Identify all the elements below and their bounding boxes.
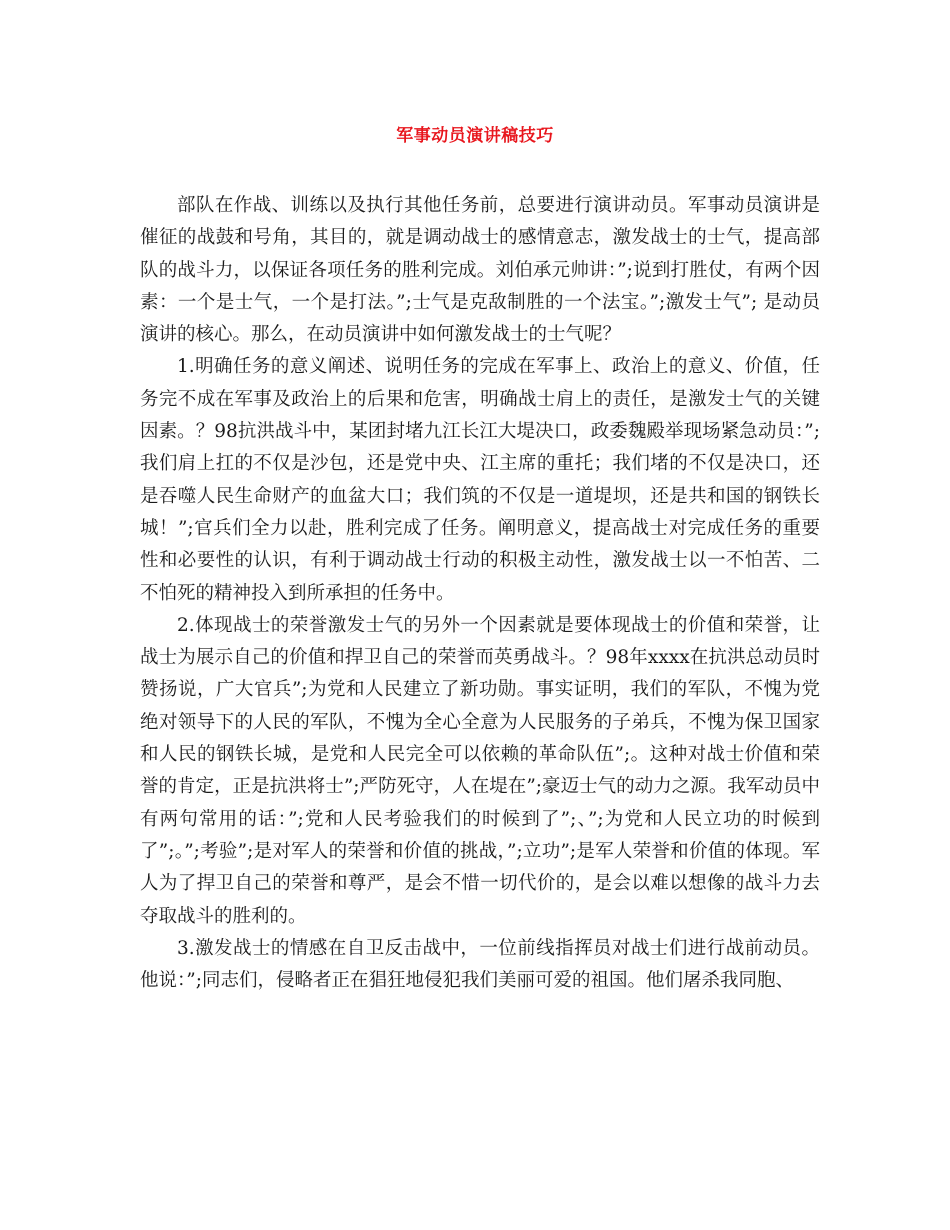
paragraph-task-meaning: 1.明确任务的意义阐述、说明任务的完成在军事上、政治上的意义、价值，任务完不成在军事及政治上的后果和危害，明确战士肩上的责任，是激发士气的关键因素。？98抗洪战斗中，某团封堵九江长江大堤决口，政委魏殿举现场紧急动员：”;我们肩上扛的不仅是沙包，还是党中央、江主席的重托；我们堵的不仅是决口，还是吞噬人民生命财产的血盆大口；我们筑的不仅是一道堤坝，还是共和国的钢铁长城！”;官兵们全力以赴，胜利完成了任务。阐明意义，提高战士对完成任务的重要性和必要性的认识，有利于调动战士行动的积极主动性，激发战士以一不怕苦、二不怕死的精神投入到所承担的任务中。 — [140, 356, 821, 604]
document-body — [140, 190, 820, 997]
document-title: 军事动员演讲稿技巧 — [396, 126, 554, 146]
paragraph-soldier-emotion: 3.激发战士的情感在自卫反击战中，一位前线指挥员对战士们进行战前动员。他说：”;同志们，侵略者正在猖狂地侵犯我们美丽可爱的祖国。他们屠杀我同胞、 — [140, 937, 820, 992]
paragraph-soldier-honor: 2.体现战士的荣誉激发士气的另外一个因素就是要体现战士的价值和荣誉，让战士为展示自己的价值和捍卫自己的荣誉而英勇战斗。？98年xxxx在抗洪总动员时赞扬说，广大官兵”;为党和人民建立了新功勋。事实证明，我们的军队，不愧为党绝对领导下的人民的军队，不愧为全心全意为人民服务的子弟兵，不愧为保卫国家和人民的钢铁长城，是党和人民完全可以依赖的革命队伍”;。这种对战士价值和荣誉的肯定，正是抗洪将士”;严防死守，人在堤在”;豪迈士气的动力之源。我军动员中有两句常用的话：”;党和人民考验我们的时候到了”;、”;为党和人民立功的时候到了”;。”;考验”;是对军人的荣誉和价值的挑战，”;立功”;是军人荣誉和价值的体现。军人为了捍卫自己的荣誉和尊严，是会不惜一切代价的，是会以难以想像的战斗力去夺取战斗的胜利的。 — [140, 614, 820, 927]
paragraph-intro: 部队在作战、训练以及执行其他任务前，总要进行演讲动员。军事动员演讲是催征的战鼓和号角，其目的，就是调动战士的感情意志，激发战士的士气，提高部队的战斗力，以保证各项任务的胜利完成。刘伯承元帅讲：”;说到打胜仗，有两个因素：一个是士气，一个是打法。”;士气是克敌制胜的一个法宝。”;激发士气”; 是动员演讲的核心。那么，在动员演讲中如何激发战士的士气呢？ — [140, 195, 820, 346]
